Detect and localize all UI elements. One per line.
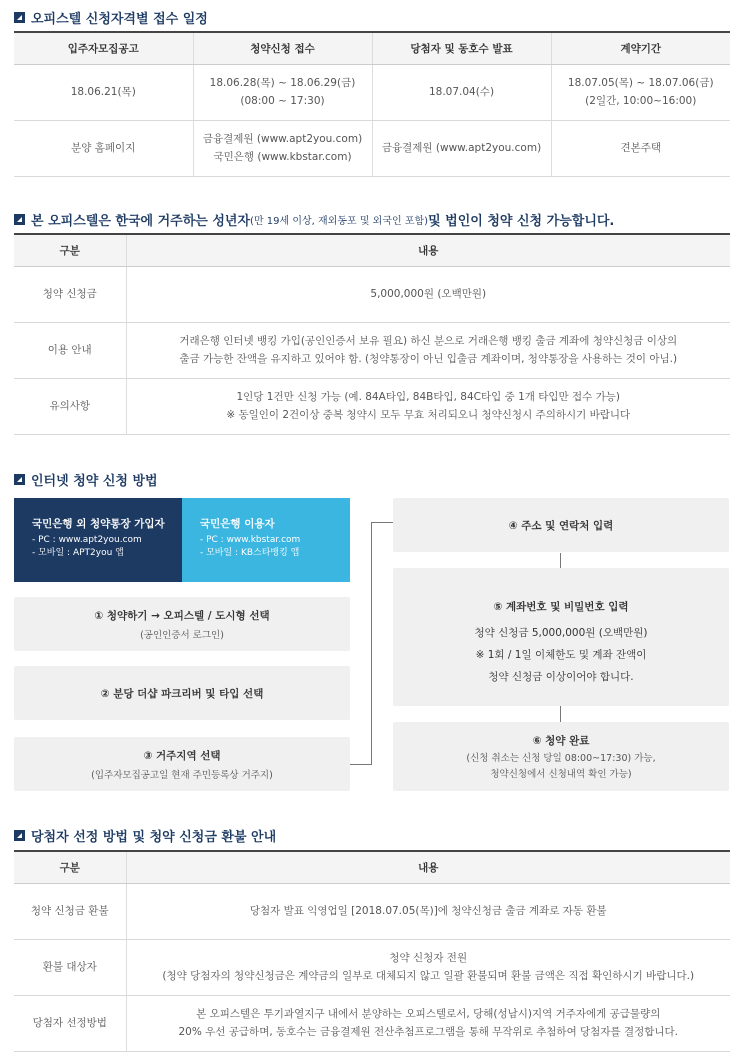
cell-line: 금융결제원 (www.apt2you.com) [202, 133, 363, 145]
table-cell: 18.07.04(수) [372, 64, 551, 120]
section-title-text: 인터넷 청약 신청 방법 [31, 474, 158, 489]
step-line: ※ 1회 / 1일 이체한도 및 계좌 잔액이 [475, 649, 647, 661]
cell-line: (2일간, 10:00~16:00) [585, 95, 697, 107]
section-title-text: 본 오피스텔은 한국에 거주하는 성년자 [31, 214, 251, 229]
table-row [14, 883, 730, 939]
table-header: 당첨자 및 동호수 발표 [372, 32, 551, 64]
table-header: 내용 [126, 851, 730, 883]
table-row [14, 322, 730, 378]
table-header: 입주자모집공고 [14, 32, 193, 64]
cell-line: 국민은행 (www.kbstar.com) [213, 151, 352, 163]
table-header: 구분 [14, 851, 126, 883]
step-3-box [14, 737, 350, 791]
step-title: ① 청약하기 → 오피스텔 / 도시형 선택 [94, 610, 270, 622]
table-cell [126, 322, 730, 378]
table-header-row [14, 234, 730, 266]
table-header: 계약기간 [551, 32, 730, 64]
step-5-box [393, 568, 729, 706]
table-cell: 분양 홈페이지 [14, 120, 193, 176]
section-title-text: 오피스텔 신청자격별 접수 일정 [31, 12, 208, 27]
bank-title: 국민은행 이용자 [200, 518, 275, 530]
table-header: 내용 [126, 234, 730, 266]
step-title: ⑤ 계좌번호 및 비밀번호 입력 [493, 601, 629, 613]
flow-connector [560, 706, 561, 722]
step-title: ③ 거주지역 선택 [143, 750, 221, 762]
step-title: ⑥ 청약 완료 [532, 735, 590, 747]
table-cell [126, 378, 730, 434]
cell-line: ※ 동일인이 2건이상 중복 청약시 모두 무효 처리되오니 청약신청시 주의하시기 바랍니다 [226, 409, 631, 421]
step-line: 청약 신청금 이상이어야 합니다. [488, 671, 634, 683]
section-title-refund [14, 826, 276, 845]
table-cell: 청약 신청금 환불 [14, 883, 126, 939]
step-6-box [393, 722, 729, 791]
table-row [14, 64, 730, 120]
section-marker-icon [14, 474, 25, 485]
section-title-eligibility [14, 210, 614, 229]
table-header-row [14, 32, 730, 64]
table-cell: 5,000,000원 (오백만원) [126, 266, 730, 322]
table-cell [551, 64, 730, 120]
bank-title: 국민은행 외 청약통장 가입자 [32, 518, 165, 530]
section-title-text: 당첨자 선정 방법 및 청약 신청금 환불 안내 [31, 830, 277, 845]
table-cell [193, 120, 372, 176]
flow-connector [371, 522, 372, 765]
table-header: 구분 [14, 234, 126, 266]
step-title: ② 분당 더샵 파크리버 및 타입 선택 [100, 688, 264, 700]
cell-line: 거래은행 인터넷 뱅킹 가입(공인인증서 보유 필요) 하신 분으로 거래은행 뱅킹 출금 계좌에 청약신청금 이상의 [179, 335, 678, 347]
flow-connector [560, 553, 561, 568]
step-2-box [14, 666, 350, 720]
table-cell [126, 939, 730, 995]
cell-line: 출금 가능한 잔액을 유지하고 있어야 함. (청약통장이 아닌 입출금 계좌이며, 청약통장을 사용하는 것이 아님.) [179, 353, 678, 365]
section-marker-icon [14, 830, 25, 841]
cell-line: 청약 신청자 전원 [389, 952, 468, 964]
cell-line: 본 오피스텔은 투기과열지구 내에서 분양하는 오피스텔로서, 당해(성남시)지역 거주자에게 공급물량의 [196, 1008, 661, 1020]
step-line: 청약신청에서 신청내역 확인 가능) [490, 769, 632, 780]
schedule-table [14, 31, 730, 177]
cell-line: (청약 당첨자의 청약신청금은 계약금의 일부로 대체되지 않고 일괄 환불되며 환불 금액은 직접 확인하시기 바랍니다.) [162, 970, 695, 982]
step-title: ④ 주소 및 연락처 입력 [508, 520, 614, 532]
table-header-row [14, 851, 730, 883]
cell-line: 20% 우선 공급하며, 동호수는 금융결제원 전산추첨프로그램을 통해 무작위로 추첨하여 당첨자를 결정합니다. [178, 1026, 679, 1038]
section-marker-icon [14, 214, 25, 225]
flow-connector [350, 764, 371, 765]
bank-box-kb [182, 498, 350, 582]
bank-line: - PC : www.apt2you.com [32, 535, 142, 545]
step-4-box [393, 498, 729, 552]
table-cell: 유의사항 [14, 378, 126, 434]
table-cell [193, 64, 372, 120]
cell-line: 18.07.05(목) ~ 18.07.06(금) [567, 77, 714, 89]
cell-line: 1인당 1건만 신청 가능 (예. 84A타입, 84B타입, 84C타입 중 1개 타입만 접수 가능) [236, 391, 621, 403]
section-title-method [14, 470, 158, 489]
cell-line: 18.06.28(목) ~ 18.06.29(금) [209, 77, 356, 89]
section-title-note: (만 19세 이상, 재외동포 및 외국인 포함) [250, 216, 429, 227]
table-row [14, 120, 730, 176]
refund-table [14, 850, 730, 1052]
table-cell: 환불 대상자 [14, 939, 126, 995]
table-cell: 금융결제원 (www.apt2you.com) [372, 120, 551, 176]
bank-line: - PC : www.kbstar.com [200, 535, 301, 545]
cell-line: (08:00 ~ 17:30) [240, 95, 325, 107]
table-cell: 견본주택 [551, 120, 730, 176]
step-line: 청약 신청금 5,000,000원 (오백만원) [474, 627, 648, 639]
section-title-text: 및 법인이 청약 신청 가능합니다. [428, 214, 615, 229]
step-line: (신청 취소는 신청 당일 08:00~17:30) 가능, [466, 753, 656, 764]
bank-line: - 모바일 : KB스타뱅킹 앱 [200, 548, 300, 558]
section-marker-icon [14, 12, 25, 23]
table-cell: 당첨자 선정방법 [14, 995, 126, 1051]
table-row [14, 378, 730, 434]
table-row [14, 266, 730, 322]
step-1-box [14, 597, 350, 651]
table-header: 청약신청 접수 [193, 32, 372, 64]
table-row [14, 939, 730, 995]
table-row [14, 995, 730, 1051]
flow-connector [371, 522, 393, 523]
step-sub: (공인인증서 로그인) [140, 630, 224, 641]
table-cell: 이용 안내 [14, 322, 126, 378]
table-cell: 당첨자 발표 익영업일 [2018.07.05(목)]에 청약신청금 출금 계좌로 자동 환불 [126, 883, 730, 939]
bank-line: - 모바일 : APT2you 앱 [32, 548, 124, 558]
table-cell [126, 995, 730, 1051]
section-title-schedule [14, 8, 208, 27]
bank-box-others [14, 498, 182, 582]
eligibility-table [14, 233, 730, 435]
step-sub: (입주자모집공고일 현재 주민등록상 거주지) [91, 770, 273, 781]
table-cell: 청약 신청금 [14, 266, 126, 322]
table-cell: 18.06.21(목) [14, 64, 193, 120]
